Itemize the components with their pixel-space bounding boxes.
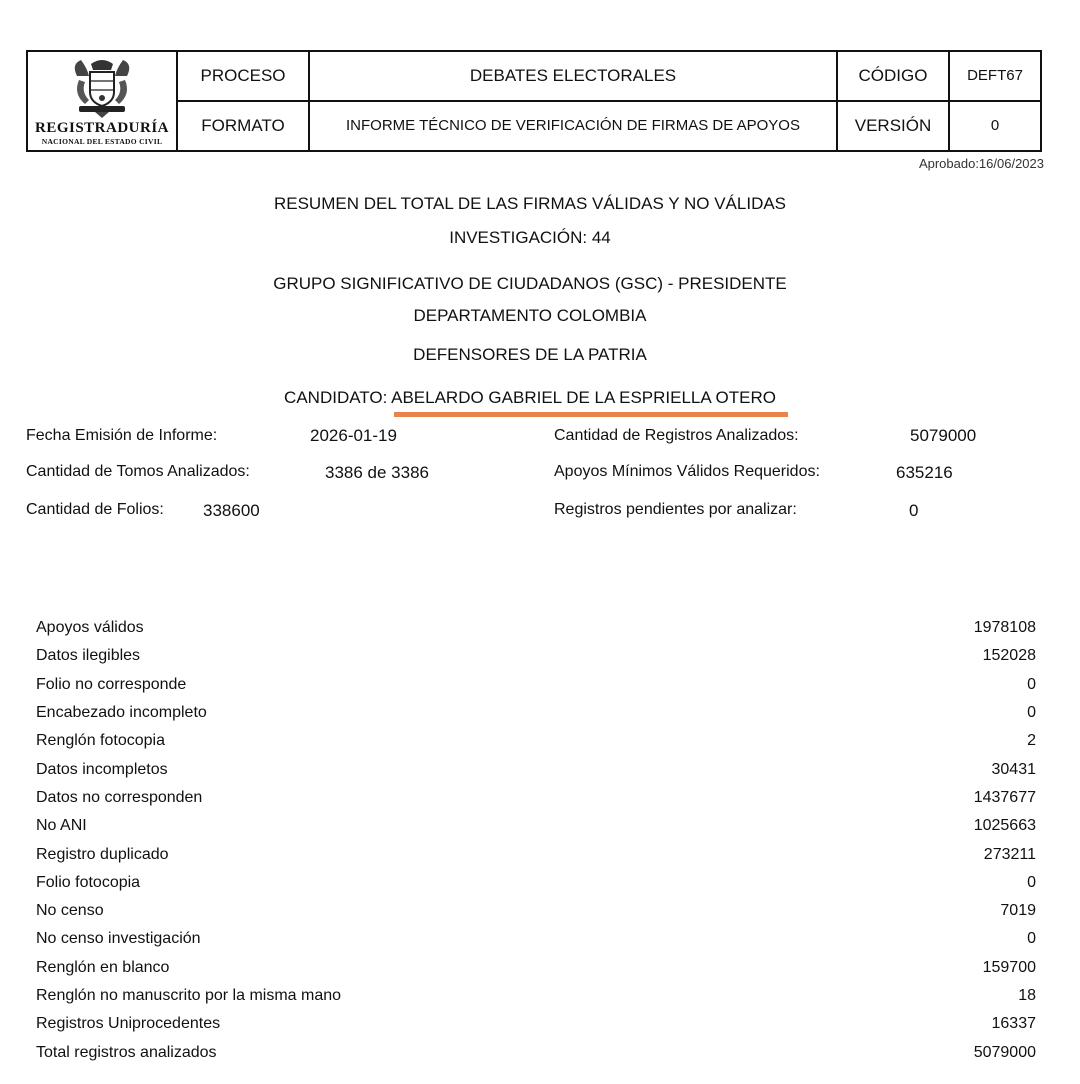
list-item (36, 1038, 1036, 1066)
coat-of-arms-icon (67, 56, 137, 118)
list-item (36, 840, 1036, 868)
list-item (36, 671, 1036, 699)
list-item (36, 1010, 1036, 1038)
result-label: Encabezado incompleto (36, 704, 207, 722)
department: DEPARTAMENTO COLOMBIA (413, 306, 647, 325)
result-value: 1025663 (973, 817, 1036, 835)
result-value: 1978108 (973, 619, 1036, 637)
records-analyzed-label: Cantidad de Registros Analizados: (554, 427, 799, 444)
codigo-label: CÓDIGO (837, 51, 949, 101)
result-label: Datos ilegibles (36, 647, 141, 665)
result-label: Datos incompletos (36, 760, 168, 778)
approval-date: Aprobado:16/06/2023 (918, 156, 1044, 171)
pending-records-value: 0 (909, 501, 919, 520)
result-label: Total registros analizados (36, 1043, 217, 1061)
candidate-name: CANDIDATO: ABELARDO GABRIEL DE LA ESPRIELLA OTERO (284, 388, 776, 407)
logo-subtitle: NACIONAL DEL ESTADO CIVIL (41, 137, 163, 146)
summary-title: RESUMEN DEL TOTAL DE LAS FIRMAS VÁLIDAS Y NO VÁLIDAS (273, 194, 787, 213)
result-value: 0 (1027, 675, 1036, 693)
result-value: 1437677 (973, 788, 1036, 806)
list-item (36, 727, 1036, 755)
logo-cell (27, 51, 177, 151)
version-value: 0 (949, 101, 1041, 151)
group-type: GRUPO SIGNIFICATIVO DE CIUDADANOS (GSC) - PRESIDENTE (273, 274, 787, 293)
registraduria-logo (28, 56, 176, 146)
result-label: No ANI (36, 817, 87, 835)
group-name: DEFENSORES DE LA PATRIA (413, 345, 647, 364)
minimum-required-label: Apoyos Mínimos Válidos Requeridos: (554, 463, 820, 480)
result-label: Datos no corresponden (36, 788, 203, 806)
list-item (36, 982, 1036, 1010)
result-label: Renglón no manuscrito por la misma mano (36, 987, 342, 1004)
volumes-value: 3386 de 3386 (325, 463, 429, 482)
results-list (36, 614, 1036, 1067)
result-value: 30431 (991, 760, 1036, 778)
result-value: 18 (1018, 987, 1036, 1004)
list-item (36, 897, 1036, 925)
version-label: VERSIÓN (837, 101, 949, 151)
result-value: 7019 (1000, 902, 1036, 920)
header-table (26, 50, 1042, 152)
codigo-value: DEFT67 (949, 51, 1041, 101)
result-label: No censo investigación (36, 930, 201, 948)
result-label: No censo (36, 902, 104, 920)
result-value: 0 (1027, 704, 1036, 722)
list-item (36, 812, 1036, 840)
list-item (36, 925, 1036, 953)
list-item (36, 755, 1036, 783)
candidate-highlight (394, 412, 788, 417)
result-label: Folio no corresponde (36, 675, 187, 693)
list-item (36, 699, 1036, 727)
list-item (36, 784, 1036, 812)
minimum-required-value: 635216 (896, 463, 953, 482)
result-value: 5079000 (973, 1043, 1036, 1061)
list-item (36, 869, 1036, 897)
result-label: Registro duplicado (36, 845, 169, 863)
volumes-label: Cantidad de Tomos Analizados: (26, 463, 250, 480)
result-value: 159700 (982, 958, 1036, 976)
result-label: Renglón fotocopia (36, 732, 165, 750)
logo-wordmark: REGISTRADURÍA (34, 120, 170, 136)
result-value: 16337 (991, 1015, 1036, 1033)
formato-label: FORMATO (177, 101, 309, 151)
result-label: Renglón en blanco (36, 958, 170, 976)
list-item (36, 642, 1036, 670)
folios-value: 338600 (203, 501, 260, 520)
result-value: 0 (1027, 930, 1036, 948)
issue-date-value: 2026-01-19 (310, 426, 397, 445)
result-label: Registros Uniprocedentes (36, 1015, 221, 1033)
records-analyzed-value: 5079000 (910, 426, 977, 445)
proceso-value: DEBATES ELECTORALES (309, 51, 837, 101)
result-value: 2 (1027, 732, 1036, 750)
result-value: 152028 (982, 647, 1036, 665)
proceso-label: PROCESO (177, 51, 309, 101)
result-label: Folio fotocopia (36, 873, 141, 891)
list-item (36, 954, 1036, 982)
result-value: 273211 (983, 845, 1036, 863)
result-value: 0 (1027, 873, 1036, 891)
pending-records-label: Registros pendientes por analizar: (554, 501, 797, 518)
investigation-number: INVESTIGACIÓN: 44 (449, 228, 611, 247)
formato-value: INFORME TÉCNICO DE VERIFICACIÓN DE FIRMAS DE APOYOS (309, 101, 837, 151)
list-item (36, 614, 1036, 642)
result-label: Apoyos válidos (36, 619, 144, 637)
issue-date-label: Fecha Emisión de Informe: (26, 427, 218, 444)
folios-label: Cantidad de Folios: (26, 501, 164, 518)
